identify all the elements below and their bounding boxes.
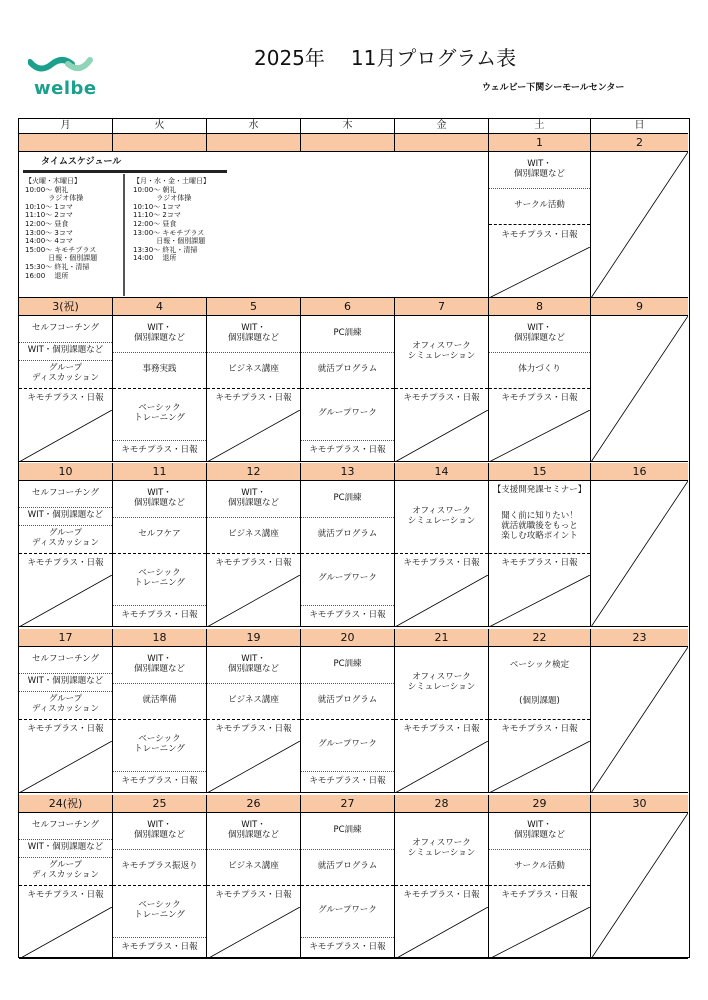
schedule-line: 10:00～ 朝礼 [133,185,177,194]
program-cell [395,647,489,793]
program-item: WIT・ 個別課題など [489,813,590,850]
date-cell [113,134,207,152]
program-cell [395,481,489,627]
weekday-header: 日 [591,119,688,134]
diagonal-line [489,907,590,959]
empty-slot [207,410,300,462]
schedule-line: ラジオ体操 [133,194,192,203]
diagonal-line [19,410,112,462]
schedule-line: 16:00 退所 [25,271,69,280]
program-cell [19,647,113,793]
program-cell [395,813,489,959]
date-cell: 22 [489,629,591,647]
weekday-header: 火 [113,119,207,134]
empty-slot [207,575,300,627]
schedule-col-title: 【火曜・木曜日】 [25,177,81,185]
program-item: グループワーク [301,719,394,772]
program-item: キモチプラス・日報 [501,724,578,735]
schedule-col-tue-thu [25,177,97,280]
program-cell [489,316,591,462]
program-item: キモチプラス・日報 [27,724,104,735]
date-cell: 1 [489,134,591,152]
program-item: キモチプラス・日報 [121,942,198,953]
program-cell [207,647,301,793]
program-item: WIT・ 個別課題など [489,152,590,189]
page-title [254,42,516,71]
program-item: WIT・ 個別課題など [113,647,206,684]
sunday-cell [591,813,688,959]
schedule-line: 15:30～ 終礼・清掃 [25,262,90,271]
date-cell: 27 [301,795,395,813]
empty-slot [19,575,112,627]
program-cell [489,647,591,793]
date-cell [301,134,395,152]
diagonal-line [591,152,688,298]
date-cell: 7 [395,298,489,316]
program-item: ベーシック トレーニング [113,719,206,772]
program-item: WIT・ 個別課題など [113,316,206,353]
program-item: グループ ディスカッション [19,691,112,720]
program-item: キモチプラス・日報 [121,445,198,456]
program-item: 聞く前に知りたい！ 就活就職後をもっと 楽しむ攻略ポイント [489,501,590,554]
date-cell: 13 [301,463,395,481]
program-item: キモチプラス・日報 [501,890,578,901]
date-cell: 10 [19,463,113,481]
program-item: PC訓練 [301,647,394,684]
date-cell: 2 [591,134,688,152]
program-item: 就活準備 [113,683,206,720]
weekday-header: 月 [19,119,113,134]
diagonal-line [207,741,300,793]
diagonal-line [395,575,488,627]
schedule-line: 13:00～ 3コマ [25,228,73,237]
program-item: ビジネス講座 [207,849,300,886]
weekday-header: 木 [301,119,395,134]
date-cell: 3(祝) [19,298,113,316]
program-cell [19,316,113,462]
empty-slot [591,813,688,959]
empty-slot [395,575,488,627]
logo-wave-icon [28,52,98,78]
schedule-line: 10:10～ 1コマ [25,202,73,211]
diagonal-line [395,741,488,793]
date-cell [19,134,113,152]
schedule-col-title: 【月・水・金・土曜日】 [133,177,210,185]
program-item: グループ ディスカッション [19,360,112,389]
schedule-line: 14:00 退所 [133,254,177,263]
date-cell: 29 [489,795,591,813]
weekday-header: 土 [489,119,591,134]
schedule-line: 10:00～ 朝礼 [25,185,69,194]
program-item: サークル活動 [489,188,590,225]
program-item: オフィスワーク シミュレーション [395,647,488,720]
program-item: セルフコーチング [19,647,112,674]
program-item: ベーシック トレーニング [113,885,206,938]
program-item: オフィスワーク シミュレーション [395,481,488,554]
program-cell [301,481,395,627]
schedule-line: 10:10～ 1コマ [133,202,181,211]
program-cell [489,152,591,298]
date-cell: 6 [301,298,395,316]
date-cell: 17 [19,629,113,647]
date-cell: 25 [113,795,207,813]
weekday-header: 水 [207,119,301,134]
program-item: WIT・個別課題など [19,839,112,858]
date-cell [207,134,301,152]
program-item: キモチプラス・日報 [501,558,578,569]
date-cell: 8 [489,298,591,316]
schedule-line: 14:00～ 4コマ [25,237,73,246]
program-item: 【支援開発課セミナー】 [492,485,587,496]
schedule-col-mon-wed-fri-sat [133,177,210,263]
program-item: キモチプラス・日報 [27,558,104,569]
date-cell: 9 [591,298,688,316]
program-item: キモチプラス・日報 [309,776,386,787]
empty-slot [395,410,488,462]
calendar-table [18,118,690,958]
program-item: WIT・個別課題など [19,342,112,361]
diagonal-line [207,575,300,627]
program-item: キモチプラス振返り [113,849,206,886]
diagonal-line [207,907,300,959]
program-cell [301,316,395,462]
empty-slot [489,907,590,959]
program-item: WIT・個別課題など [19,507,112,526]
program-item: ビジネス講座 [207,352,300,389]
date-cell: 15 [489,463,591,481]
schedule-line: 12:00～ 昼食 [133,219,177,228]
schedule-line: 11:10～ 2コマ [25,211,73,220]
program-cell [19,813,113,959]
diagonal-line [591,481,688,627]
empty-slot [489,247,590,298]
diagonal-line [207,410,300,462]
program-item: キモチプラス・日報 [309,610,386,621]
program-cell [207,481,301,627]
program-item: ベーシック トレーニング [113,553,206,606]
program-item: キモチプラス・日報 [27,890,104,901]
date-cell: 5 [207,298,301,316]
program-item: ビジネス講座 [207,517,300,554]
program-item: WIT・ 個別課題など [113,481,206,518]
date-cell: 20 [301,629,395,647]
date-cell: 30 [591,795,688,813]
schedule-divider [123,174,125,296]
program-item: キモチプラス・日報 [403,393,480,404]
program-cell [19,481,113,627]
program-cell [113,813,207,959]
program-item: グループワーク [301,553,394,606]
diagonal-line [489,575,590,627]
diagonal-line [591,813,688,959]
program-cell [489,813,591,959]
program-item: キモチプラス・日報 [215,890,292,901]
diagonal-line [591,647,688,793]
empty-slot [591,152,688,298]
empty-slot [19,907,112,959]
diagonal-line [489,741,590,793]
date-cell: 21 [395,629,489,647]
schedule-line: 日報・個別課題 [133,237,206,246]
program-item: WIT・個別課題など [19,673,112,692]
program-item: オフィスワーク シミュレーション [395,813,488,886]
weekday-header: 金 [395,119,489,134]
empty-slot [591,316,688,462]
date-cell: 26 [207,795,301,813]
date-cell: 16 [591,463,688,481]
program-cell [301,647,395,793]
date-cell: 24(祝) [19,795,113,813]
date-cell: 4 [113,298,207,316]
schedule-line: 日報・個別課題 [25,254,98,263]
program-item: キモチプラス・日報 [403,724,480,735]
empty-slot [395,907,488,959]
program-item: (個別課題) [489,685,590,720]
program-item: WIT・ 個別課題など [207,647,300,684]
program-item: PC訓練 [301,813,394,850]
diagonal-line [489,247,590,298]
program-item: グループワーク [301,388,394,441]
empty-slot [489,741,590,793]
empty-slot [489,575,590,627]
program-item: キモチプラス・日報 [501,229,578,240]
program-item: キモチプラス・日報 [121,776,198,787]
program-item: PC訓練 [301,316,394,353]
schedule-line: 12:00～ 昼食 [25,219,69,228]
program-item: 就活プログラム [301,683,394,720]
program-item: グループ ディスカッション [19,857,112,886]
diagonal-line [395,410,488,462]
schedule-line: 13:00～ キモチプラス [133,228,205,237]
program-cell [207,316,301,462]
program-item: グループワーク [301,885,394,938]
diagonal-line [19,907,112,959]
program-item: 就活プログラム [301,849,394,886]
schedule-line: 11:10～ 2コマ [133,211,181,220]
date-cell: 23 [591,629,688,647]
program-item: キモチプラス・日報 [403,890,480,901]
diagonal-line [19,741,112,793]
schedule-line: ラジオ体操 [25,194,84,203]
empty-slot [19,741,112,793]
program-item: WIT・ 個別課題など [489,316,590,353]
program-item: キモチプラス・日報 [309,445,386,456]
program-item: キモチプラス・日報 [309,942,386,953]
program-item: キモチプラス・日報 [215,393,292,404]
program-cell [489,481,591,627]
program-item: ベーシック検定 [509,660,570,671]
date-cell: 12 [207,463,301,481]
program-item: キモチプラス・日報 [403,558,480,569]
date-cell: 28 [395,795,489,813]
empty-slot [395,741,488,793]
empty-slot [591,647,688,793]
diagonal-line [395,907,488,959]
program-item: PC訓練 [301,481,394,518]
center-name: ウェルビー下関シーモールセンター [482,83,625,93]
program-item: グループ ディスカッション [19,525,112,554]
date-cell: 14 [395,463,489,481]
program-item: セルフコーチング [19,813,112,840]
program-item: WIT・ 個別課題など [207,481,300,518]
sunday-cell [591,481,688,627]
empty-slot [591,481,688,627]
time-schedule [19,152,489,298]
empty-slot [19,410,112,462]
empty-slot [207,741,300,793]
program-item: 事務実践 [113,352,206,389]
program-item: キモチプラス・日報 [501,393,578,404]
program-item: キモチプラス・日報 [27,393,104,404]
program-item: 就活プログラム [301,517,394,554]
program-item: オフィスワーク シミュレーション [395,316,488,389]
sunday-cell [591,152,688,298]
sunday-cell [591,647,688,793]
program-cell [395,316,489,462]
program-item: WIT・ 個別課題など [207,813,300,850]
program-item: ビジネス講座 [207,683,300,720]
program-cell [207,813,301,959]
sunday-cell [591,316,688,462]
welbe-logo [28,52,98,102]
title-year: 2025年 [254,46,325,70]
program-item: WIT・ 個別課題など [207,316,300,353]
program-item: ベーシック トレーニング [113,388,206,441]
diagonal-line [19,575,112,627]
program-item: キモチプラス・日報 [121,610,198,621]
empty-slot [207,907,300,959]
date-cell: 11 [113,463,207,481]
date-cell: 19 [207,629,301,647]
program-cell [113,481,207,627]
empty-slot [489,410,590,462]
program-item: セルフケア [113,517,206,554]
program-item: キモチプラス・日報 [215,558,292,569]
logo-text: welbe [34,78,97,99]
schedule-line: 15:00～ キモチプラス [25,245,97,254]
date-cell: 18 [113,629,207,647]
program-item: セルフコーチング [19,316,112,343]
date-cell [395,134,489,152]
program-item: 就活プログラム [301,352,394,389]
schedule-title: タイムスケジュール [41,157,122,167]
schedule-line: 13:30～ 終礼・清掃 [133,245,198,254]
title-month: 11月プログラム表 [350,46,517,70]
program-item: サークル活動 [489,849,590,886]
schedule-bar [23,170,227,173]
program-item: キモチプラス・日報 [215,724,292,735]
program-cell [113,316,207,462]
program-item: セルフコーチング [19,481,112,508]
program-item: 体力づくり [489,352,590,389]
program-cell [301,813,395,959]
program-cell [113,647,207,793]
diagonal-line [591,316,688,462]
diagonal-line [489,410,590,462]
program-item: WIT・ 個別課題など [113,813,206,850]
